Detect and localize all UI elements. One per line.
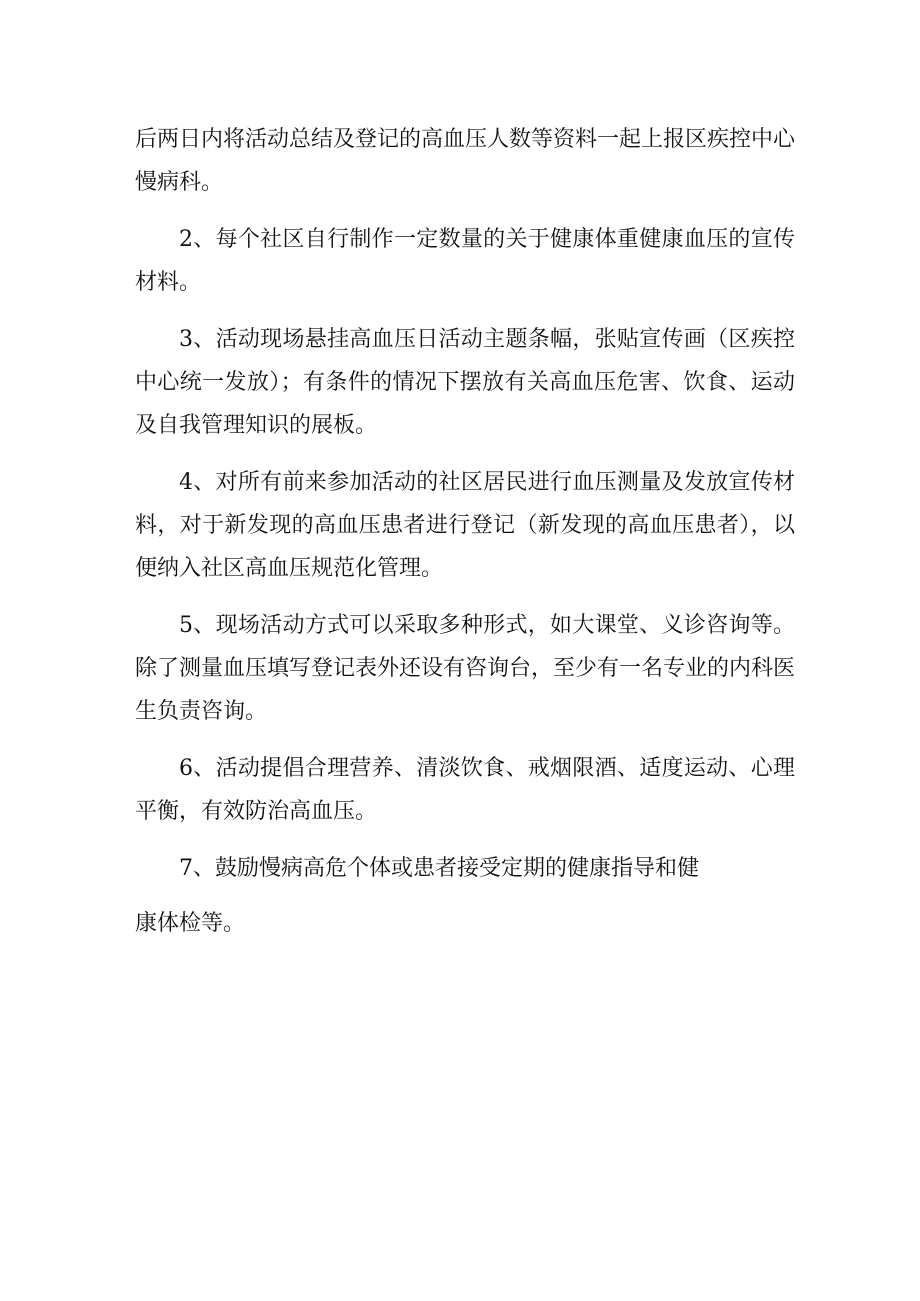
paragraph-item-7: 7、鼓励慢病高危个体或患者接受定期的健康指导和健: [179, 856, 699, 881]
paragraph-item-5: 5、现场活动方式可以采取多种形式，如大课堂、义诊咨询等。除了测量血压填写登记表外还设有咨询台，至少有一名专业的内科医生负责咨询。: [135, 613, 796, 724]
paragraph-continuation: 后两日内将活动总结及登记的高血压人数等资料一起上报区疾控中心慢病科。: [135, 127, 796, 195]
document-body: [135, 118, 795, 959]
paragraph-item-4: 4、对所有前来参加活动的社区居民进行血压测量及发放宣传材料，对于新发现的高血压患者进行登记（新发现的高血压患者），以便纳入社区高血压规范化管理。: [135, 470, 795, 581]
paragraph-item-7-continuation: 康体检等。: [135, 911, 246, 936]
paragraph-item-2: 2、每个社区自行制作一定数量的关于健康体重健康血压的宣传材料。: [135, 227, 795, 295]
paragraph-item-3: 3、活动现场悬挂高血压日活动主题条幅，张贴宣传画（区疾控中心统一发放）；有条件的情况下摆放有关高血压危害、饮食、运动及自我管理知识的展板。: [135, 327, 795, 438]
paragraph-item-6: 6、活动提倡合理营养、清淡饮食、戒烟限酒、适度运动、心理平衡，有效防治高血压。: [135, 756, 795, 824]
